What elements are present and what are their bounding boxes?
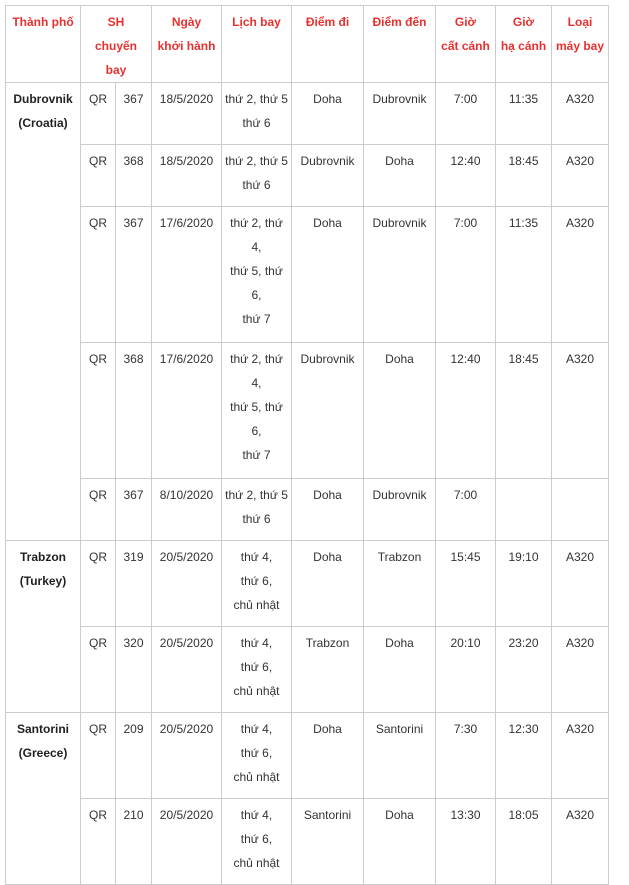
start-date-cell: 18/5/2020 — [152, 145, 222, 207]
header-arrival-time: Giờ hạ cánh — [496, 6, 552, 83]
schedule-cell: thứ 2, thứ 5 thứ 6 — [222, 83, 292, 145]
arrival-time-cell: 23:20 — [496, 627, 552, 713]
from-cell: Dubrovnik — [292, 145, 364, 207]
start-date-cell: 8/10/2020 — [152, 479, 222, 541]
table-row — [6, 207, 609, 343]
departure-time-cell: 20:10 — [436, 627, 496, 713]
from-cell: Trabzon — [292, 627, 364, 713]
arrival-time-cell: 19:10 — [496, 541, 552, 627]
airline-cell: QR — [81, 145, 116, 207]
to-cell: Dubrovnik — [364, 207, 436, 343]
aircraft-cell: A320 — [552, 799, 609, 885]
to-cell: Dubrovnik — [364, 83, 436, 145]
header-schedule: Lịch bay — [222, 6, 292, 83]
airline-cell: QR — [81, 799, 116, 885]
city-cell: Santorini (Greece) — [6, 713, 81, 885]
header-to: Điểm đến — [364, 6, 436, 83]
arrival-time-cell: 11:35 — [496, 207, 552, 343]
start-date-cell: 17/6/2020 — [152, 343, 222, 479]
departure-time-cell: 15:45 — [436, 541, 496, 627]
departure-time-cell: 13:30 — [436, 799, 496, 885]
table-row — [6, 799, 609, 885]
flight-number-cell: 367 — [116, 83, 152, 145]
arrival-time-cell: 18:05 — [496, 799, 552, 885]
schedule-cell: thứ 4, thứ 6, chủ nhật — [222, 799, 292, 885]
departure-time-cell: 7:00 — [436, 83, 496, 145]
header-city: Thành phố — [6, 6, 81, 83]
header-from: Điểm đi — [292, 6, 364, 83]
flight-number-cell: 368 — [116, 343, 152, 479]
flight-number-cell: 367 — [116, 207, 152, 343]
table-row — [6, 343, 609, 479]
arrival-time-cell: 12:30 — [496, 713, 552, 799]
header-start-date: Ngày khởi hành — [152, 6, 222, 83]
from-cell: Doha — [292, 713, 364, 799]
aircraft-cell: A320 — [552, 627, 609, 713]
flight-number-cell: 209 — [116, 713, 152, 799]
flight-number-cell: 210 — [116, 799, 152, 885]
aircraft-cell: A320 — [552, 207, 609, 343]
aircraft-cell: A320 — [552, 145, 609, 207]
departure-time-cell: 12:40 — [436, 145, 496, 207]
aircraft-cell: A320 — [552, 343, 609, 479]
from-cell: Doha — [292, 83, 364, 145]
city-cell: Trabzon (Turkey) — [6, 541, 81, 713]
start-date-cell: 20/5/2020 — [152, 541, 222, 627]
schedule-cell: thứ 2, thứ 5 thứ 6 — [222, 145, 292, 207]
start-date-cell: 17/6/2020 — [152, 207, 222, 343]
airline-cell: QR — [81, 83, 116, 145]
departure-time-cell: 7:00 — [436, 479, 496, 541]
start-date-cell: 20/5/2020 — [152, 627, 222, 713]
table-row — [6, 145, 609, 207]
header-departure-time: Giờ cất cánh — [436, 6, 496, 83]
from-cell: Doha — [292, 479, 364, 541]
arrival-time-cell — [496, 479, 552, 541]
start-date-cell: 20/5/2020 — [152, 799, 222, 885]
departure-time-cell: 12:40 — [436, 343, 496, 479]
header-flight-number: SH chuyến bay — [81, 6, 152, 83]
airline-cell: QR — [81, 207, 116, 343]
flight-number-cell: 319 — [116, 541, 152, 627]
from-cell: Doha — [292, 207, 364, 343]
airline-cell: QR — [81, 627, 116, 713]
table-row — [6, 627, 609, 713]
flight-number-cell: 368 — [116, 145, 152, 207]
schedule-cell: thứ 2, thứ 5 thứ 6 — [222, 479, 292, 541]
departure-time-cell: 7:00 — [436, 207, 496, 343]
arrival-time-cell: 18:45 — [496, 145, 552, 207]
schedule-cell: thứ 2, thứ 4, thứ 5, thứ 6, thứ 7 — [222, 207, 292, 343]
header-row — [6, 6, 609, 83]
start-date-cell: 20/5/2020 — [152, 713, 222, 799]
airline-cell: QR — [81, 541, 116, 627]
table-row — [6, 713, 609, 799]
to-cell: Trabzon — [364, 541, 436, 627]
schedule-cell: thứ 4, thứ 6, chủ nhật — [222, 713, 292, 799]
from-cell: Doha — [292, 541, 364, 627]
departure-time-cell: 7:30 — [436, 713, 496, 799]
airline-cell: QR — [81, 713, 116, 799]
schedule-cell: thứ 2, thứ 4, thứ 5, thứ 6, thứ 7 — [222, 343, 292, 479]
from-cell: Dubrovnik — [292, 343, 364, 479]
aircraft-cell: A320 — [552, 713, 609, 799]
table-row — [6, 541, 609, 627]
to-cell: Dubrovnik — [364, 479, 436, 541]
city-cell: Dubrovnik (Croatia) — [6, 83, 81, 541]
flight-number-cell: 320 — [116, 627, 152, 713]
header-aircraft: Loại máy bay — [552, 6, 609, 83]
to-cell: Doha — [364, 145, 436, 207]
aircraft-cell: A320 — [552, 541, 609, 627]
arrival-time-cell: 18:45 — [496, 343, 552, 479]
to-cell: Santorini — [364, 713, 436, 799]
start-date-cell: 18/5/2020 — [152, 83, 222, 145]
table-row — [6, 83, 609, 145]
to-cell: Doha — [364, 799, 436, 885]
flight-schedule-table — [5, 5, 609, 885]
table-row — [6, 479, 609, 541]
flight-number-cell: 367 — [116, 479, 152, 541]
aircraft-cell — [552, 479, 609, 541]
schedule-cell: thứ 4, thứ 6, chủ nhật — [222, 541, 292, 627]
from-cell: Santorini — [292, 799, 364, 885]
airline-cell: QR — [81, 479, 116, 541]
to-cell: Doha — [364, 627, 436, 713]
to-cell: Doha — [364, 343, 436, 479]
airline-cell: QR — [81, 343, 116, 479]
schedule-cell: thứ 4, thứ 6, chủ nhật — [222, 627, 292, 713]
arrival-time-cell: 11:35 — [496, 83, 552, 145]
aircraft-cell: A320 — [552, 83, 609, 145]
